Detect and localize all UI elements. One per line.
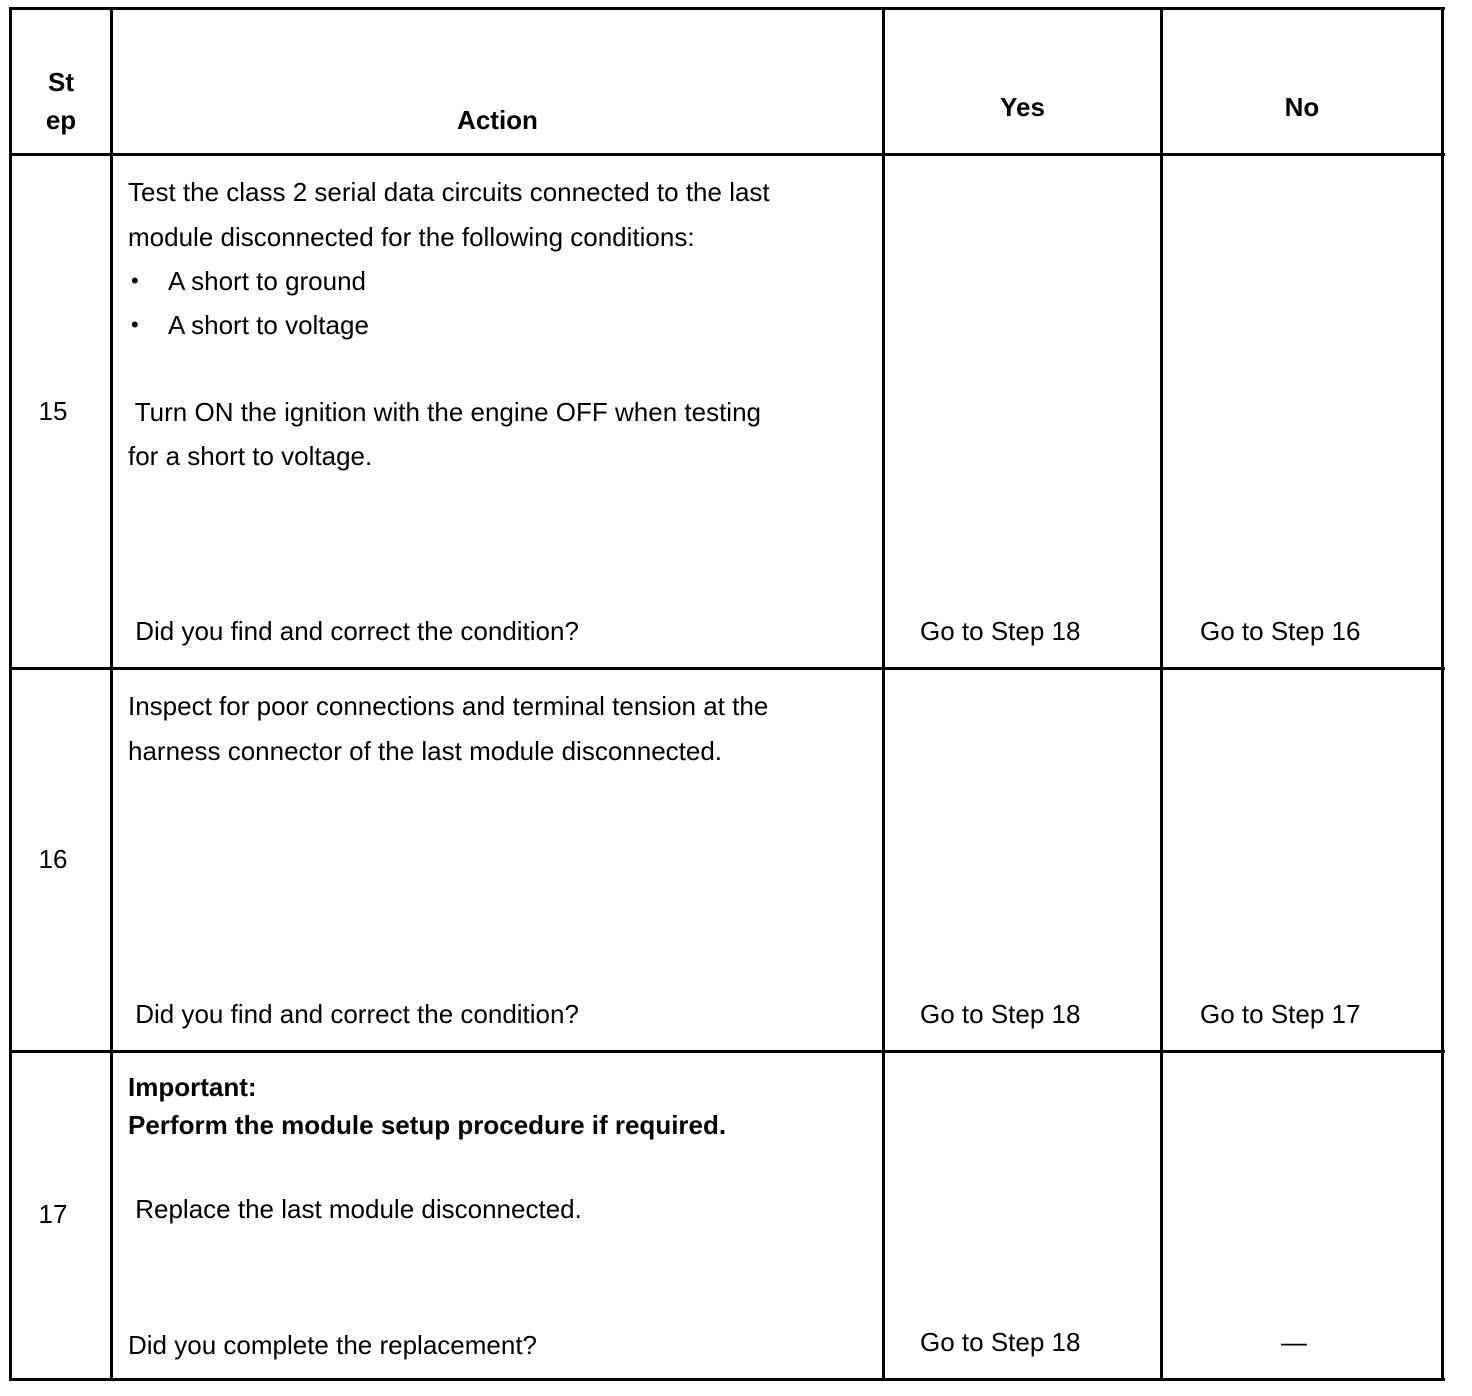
bullet-icon: • <box>131 268 139 293</box>
row15-note-line2: for a short to voltage. <box>128 441 373 471</box>
row15-yes: Go to Step 18 <box>920 616 1081 646</box>
header-divider <box>9 153 1445 156</box>
column-divider-step-action <box>110 7 113 1381</box>
row16-yes: Go to Step 18 <box>920 999 1081 1029</box>
step-number-15: 15 <box>38 396 68 426</box>
table-border-bottom <box>9 1378 1445 1381</box>
table-border-right <box>1441 7 1444 1381</box>
row16-action-line2: harness connector of the last module disconnected. <box>128 736 723 766</box>
row-divider-15-16 <box>9 667 1445 670</box>
column-divider-action-yes <box>882 7 885 1381</box>
row15-bullet-2: A short to voltage <box>168 310 369 340</box>
column-divider-yes-no <box>1160 7 1163 1381</box>
header-action: Action <box>457 105 538 135</box>
row17-important-text: Perform the module setup procedure if required. <box>128 1110 727 1140</box>
bullet-icon: • <box>131 312 139 337</box>
row15-action-line2: module disconnected for the following conditions: <box>128 222 695 252</box>
step-number-16: 16 <box>38 844 68 874</box>
row15-note-line1: Turn ON the ignition with the engine OFF when testing <box>128 397 762 427</box>
header-no: No <box>1284 92 1320 122</box>
row17-important-label: Important: <box>128 1072 257 1102</box>
table-border-left <box>9 7 12 1381</box>
row16-action-line1: Inspect for poor connections and terminal tension at the <box>128 691 769 721</box>
header-yes: Yes <box>1000 92 1045 122</box>
row15-bullet-1: A short to ground <box>168 266 367 296</box>
row17-action-line1: Replace the last module disconnected. <box>128 1194 582 1224</box>
row-divider-16-17 <box>9 1050 1445 1053</box>
row16-question: Did you find and correct the condition? <box>128 999 579 1029</box>
header-step-line2: ep <box>45 105 77 135</box>
row17-question: Did you complete the replacement? <box>128 1330 538 1360</box>
row16-no: Go to Step 17 <box>1200 999 1361 1029</box>
row17-no: — <box>1281 1327 1307 1357</box>
row15-action-line1: Test the class 2 serial data circuits connected to the last <box>128 177 770 207</box>
header-step-line1: St <box>48 67 74 97</box>
row15-no: Go to Step 16 <box>1200 616 1361 646</box>
table-border-top <box>9 7 1445 10</box>
row15-question: Did you find and correct the condition? <box>128 616 579 646</box>
row17-yes: Go to Step 18 <box>920 1327 1081 1357</box>
step-number-17: 17 <box>38 1199 68 1229</box>
